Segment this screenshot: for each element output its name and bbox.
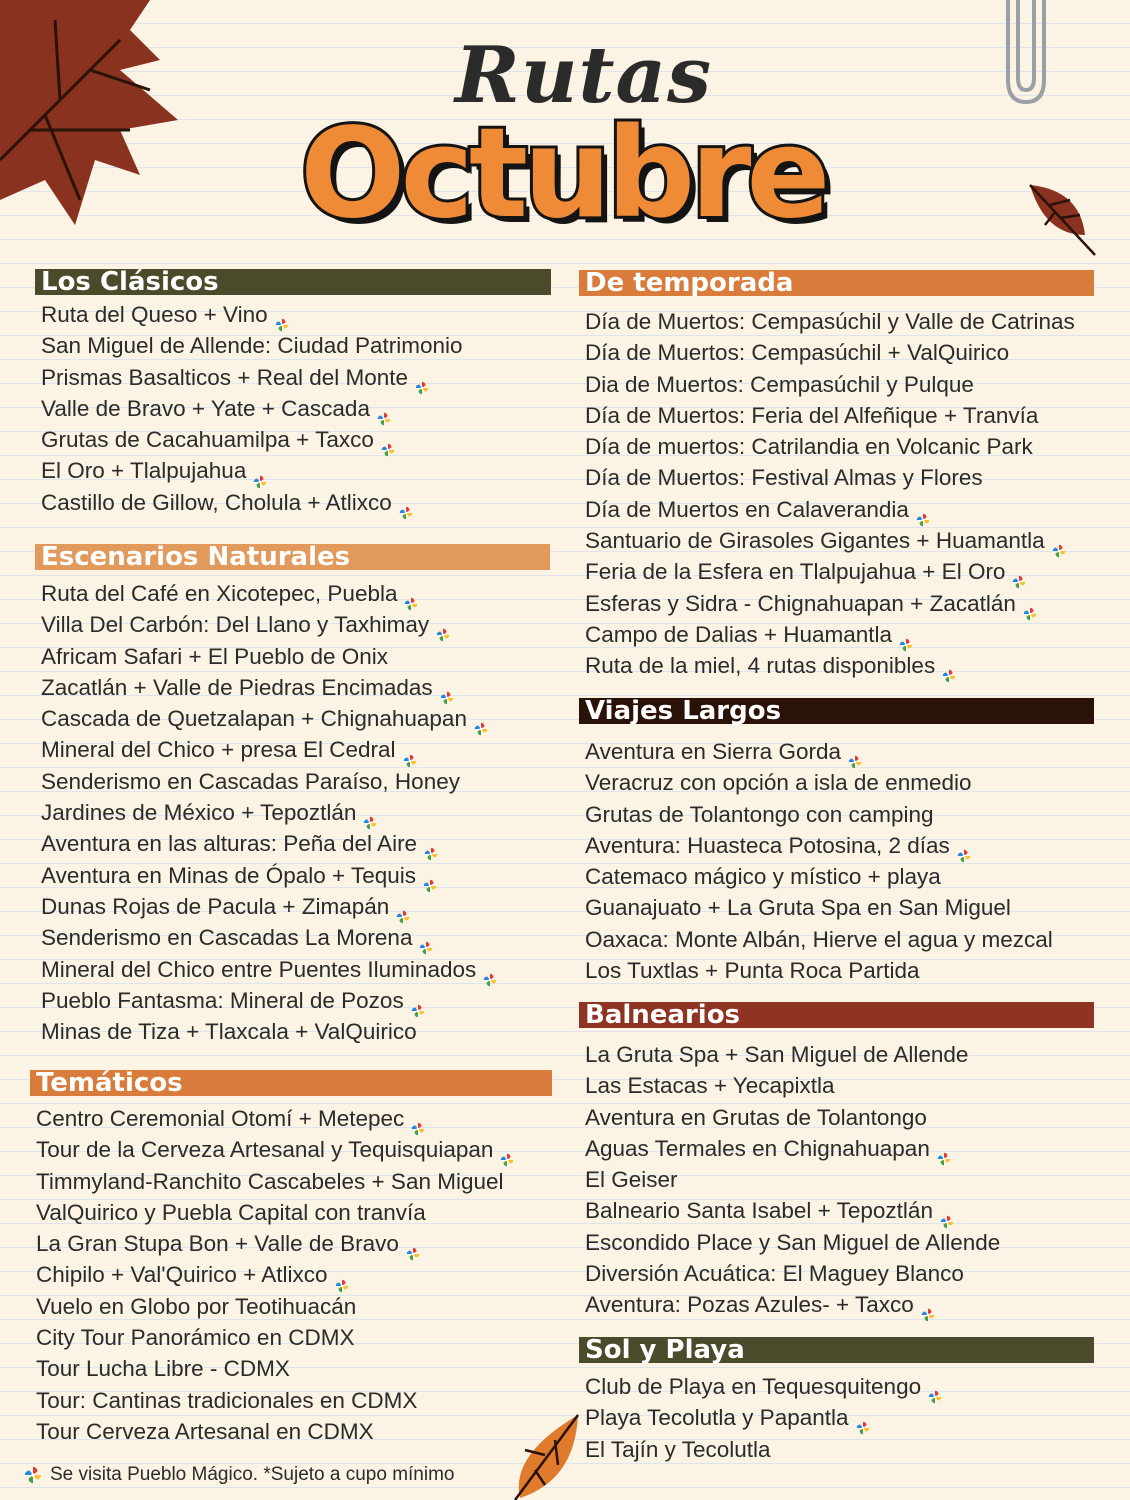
section-clasicos xyxy=(35,269,551,518)
pinwheel-icon xyxy=(381,434,395,448)
route-label: Villa Del Carbón: Del Llano y Taxhimay xyxy=(41,612,430,638)
title xyxy=(290,30,850,246)
section-playa xyxy=(579,1337,1094,1465)
title-main: Octubre xyxy=(300,102,826,246)
route-label: Playa Tecolutla y Papantla xyxy=(585,1405,849,1431)
pinwheel-icon xyxy=(275,309,289,323)
route-item xyxy=(35,860,550,891)
route-item xyxy=(30,1385,552,1416)
route-label: Esferas y Sidra - Chignahuapan + Zacatlán xyxy=(585,590,1016,616)
route-item xyxy=(579,892,1094,923)
route-list xyxy=(35,299,551,518)
legend xyxy=(24,1464,455,1486)
section-heading: Sol y Playa xyxy=(579,1337,1094,1363)
route-label: Tour Lucha Libre - CDMX xyxy=(36,1356,290,1382)
pinwheel-icon xyxy=(474,713,488,727)
paperclip-icon xyxy=(998,0,1054,108)
route-item xyxy=(35,1016,550,1047)
pinwheel-icon xyxy=(848,746,862,760)
route-item xyxy=(579,619,1094,650)
route-item xyxy=(30,1322,552,1353)
route-label: Campo de Dalias + Huamantla xyxy=(585,621,893,647)
route-list xyxy=(579,1371,1094,1465)
route-item xyxy=(35,954,550,985)
pinwheel-icon xyxy=(24,1466,42,1484)
pinwheel-icon xyxy=(424,838,438,852)
route-item xyxy=(579,1227,1094,1258)
pinwheel-icon xyxy=(436,619,450,633)
route-label: Aventura en las alturas: Peña del Aire xyxy=(41,831,418,857)
route-label: Día de Muertos en Calaverandia xyxy=(585,496,909,522)
route-item xyxy=(579,1164,1094,1195)
route-item xyxy=(35,299,551,330)
pinwheel-icon xyxy=(419,932,433,946)
route-label: Balneario Santa Isabel + Tepoztlán xyxy=(585,1198,933,1224)
route-item xyxy=(579,799,1094,830)
route-label: Mineral del Chico + presa El Cedral xyxy=(41,737,396,763)
route-item xyxy=(35,672,550,703)
route-label: Día de Muertos: Cempasúchil + ValQuirico xyxy=(585,340,1010,366)
route-item xyxy=(35,424,551,455)
pinwheel-icon xyxy=(411,995,425,1009)
route-item xyxy=(579,955,1094,986)
route-label: San Miguel de Allende: Ciudad Patrimonio xyxy=(41,333,463,359)
pinwheel-icon xyxy=(937,1143,951,1157)
route-list xyxy=(30,1103,552,1447)
route-label: Senderismo en Cascadas Paraíso, Honey xyxy=(41,768,460,794)
route-label: Grutas de Cacahuamilpa + Taxco xyxy=(41,427,374,453)
route-label: Vuelo en Globo por Teotihuacán xyxy=(36,1293,357,1319)
route-item xyxy=(579,1371,1094,1402)
route-item xyxy=(35,797,550,828)
route-item xyxy=(579,1289,1094,1320)
route-item xyxy=(35,891,550,922)
route-list xyxy=(579,1039,1094,1321)
route-label: Catemaco mágico y místico + playa xyxy=(585,864,941,890)
route-item xyxy=(579,1102,1094,1133)
pinwheel-icon xyxy=(335,1270,349,1284)
pinwheel-icon xyxy=(856,1412,870,1426)
pinwheel-icon xyxy=(1052,535,1066,549)
leaf-icon xyxy=(1025,180,1100,260)
route-item xyxy=(35,703,550,734)
pinwheel-icon xyxy=(253,466,267,480)
route-item xyxy=(579,1434,1094,1465)
route-label: Tour: Cantinas tradicionales en CDMX xyxy=(36,1387,418,1413)
route-item xyxy=(30,1228,552,1259)
route-item xyxy=(30,1134,552,1165)
pinwheel-icon xyxy=(921,1299,935,1313)
route-item xyxy=(30,1259,552,1290)
route-item xyxy=(35,641,550,672)
route-item xyxy=(30,1416,552,1447)
route-item xyxy=(579,556,1094,587)
section-temporada xyxy=(579,270,1094,682)
route-label: Escondido Place y San Miguel de Allende xyxy=(585,1229,1001,1255)
route-item xyxy=(579,431,1094,462)
route-item xyxy=(30,1103,552,1134)
section-heading: Balnearios xyxy=(579,1002,1094,1028)
route-label: Santuario de Girasoles Gigantes + Huamantla xyxy=(585,528,1045,554)
route-item xyxy=(35,578,550,609)
route-item xyxy=(35,330,551,361)
route-label: Aventura en Sierra Gorda xyxy=(585,739,841,764)
route-item xyxy=(579,861,1094,892)
route-item xyxy=(579,1195,1094,1226)
route-item xyxy=(579,462,1094,493)
route-item xyxy=(35,455,551,486)
section-viajes xyxy=(579,698,1094,986)
route-item xyxy=(579,400,1094,431)
route-item xyxy=(579,830,1094,861)
route-list xyxy=(579,306,1094,682)
route-label: Día de Muertos: Cempasúchil y Valle de Catrinas xyxy=(585,309,1075,334)
pinwheel-icon xyxy=(396,901,410,915)
route-list xyxy=(579,736,1094,986)
route-label: Oaxaca: Monte Albán, Hierve el agua y mezcal xyxy=(585,926,1053,952)
pinwheel-icon xyxy=(500,1144,514,1158)
route-item xyxy=(35,734,550,765)
route-label: ValQuirico y Puebla Capital con tranvía xyxy=(36,1199,426,1225)
pinwheel-icon xyxy=(363,807,377,821)
route-label: Aventura en Minas de Ópalo + Tequis xyxy=(41,862,417,888)
pinwheel-icon xyxy=(928,1381,942,1395)
section-heading: Viajes Largos xyxy=(579,698,1094,724)
route-item xyxy=(579,1070,1094,1101)
pinwheel-icon xyxy=(406,1238,420,1252)
route-item xyxy=(579,1402,1094,1433)
route-item xyxy=(35,609,550,640)
route-label: Timmyland-Ranchito Cascabeles + San Miguel xyxy=(36,1168,504,1194)
route-item xyxy=(35,922,550,953)
route-label: La Gran Stupa Bon + Valle de Bravo xyxy=(36,1231,399,1257)
route-label: Aventura en Grutas de Tolantongo xyxy=(585,1104,927,1130)
route-item xyxy=(579,369,1094,400)
section-naturales xyxy=(35,544,550,1047)
route-item xyxy=(579,1039,1094,1070)
pinwheel-icon xyxy=(940,1206,954,1220)
route-label: Día de muertos: Catrilandia en Volcanic Park xyxy=(585,434,1033,460)
pinwheel-icon xyxy=(399,497,413,511)
route-item xyxy=(30,1197,552,1228)
pinwheel-icon xyxy=(483,964,497,978)
route-label: Senderismo en Cascadas La Morena xyxy=(41,925,413,951)
route-label: Cascada de Quetzalapan + Chignahuapan xyxy=(41,706,467,732)
route-item xyxy=(579,1133,1094,1164)
pinwheel-icon xyxy=(377,403,391,417)
pinwheel-icon xyxy=(403,745,417,759)
route-item xyxy=(30,1353,552,1384)
route-label: Diversión Acuática: El Maguey Blanco xyxy=(585,1261,964,1287)
route-label: La Gruta Spa + San Miguel de Allende xyxy=(585,1042,969,1067)
route-item xyxy=(579,650,1094,681)
route-label: Dunas Rojas de Pacula + Zimapán xyxy=(41,893,390,919)
route-item xyxy=(579,525,1094,556)
route-label: City Tour Panorámico en CDMX xyxy=(36,1325,355,1351)
route-list xyxy=(35,578,550,1047)
route-item xyxy=(30,1166,552,1197)
route-item xyxy=(579,494,1094,525)
route-label: Ruta del Café en Xicotepec, Puebla xyxy=(41,581,398,606)
route-label: El Tajín y Tecolutla xyxy=(585,1436,771,1462)
pinwheel-icon xyxy=(957,840,971,854)
pinwheel-icon xyxy=(899,629,913,643)
pinwheel-icon xyxy=(1023,598,1037,612)
route-label: Jardines de México + Tepoztlán xyxy=(41,800,357,826)
route-label: Pueblo Fantasma: Mineral de Pozos xyxy=(41,987,404,1013)
route-label: Ruta del Queso + Vino xyxy=(41,302,268,327)
route-item xyxy=(579,306,1094,337)
route-label: Prismas Basalticos + Real del Monte xyxy=(41,364,409,390)
pinwheel-icon xyxy=(1012,566,1026,580)
route-label: Los Tuxtlas + Punta Roca Partida xyxy=(585,958,920,984)
route-label: El Geiser xyxy=(585,1167,678,1193)
route-label: Chipilo + Val'Quirico + Atlixco xyxy=(36,1262,328,1288)
route-label: Feria de la Esfera en Tlalpujahua + El Oro xyxy=(585,559,1006,585)
route-item xyxy=(35,766,550,797)
section-tematicos xyxy=(30,1070,552,1447)
route-item xyxy=(579,1258,1094,1289)
route-label: Mineral del Chico entre Puentes Iluminados xyxy=(41,956,477,982)
pinwheel-icon xyxy=(942,660,956,674)
route-label: Ruta de la miel, 4 rutas disponibles xyxy=(585,653,936,679)
section-heading: Escenarios Naturales xyxy=(35,544,550,570)
route-label: Tour Cerveza Artesanal en CDMX xyxy=(36,1418,374,1444)
route-label: Guanajuato + La Gruta Spa en San Miguel xyxy=(585,895,1011,921)
route-label: Castillo de Gillow, Cholula + Atlixco xyxy=(41,489,392,515)
section-heading: Los Clásicos xyxy=(35,269,551,295)
route-label: Aventura: Huasteca Potosina, 2 días xyxy=(585,832,950,858)
route-item xyxy=(35,362,551,393)
route-label: Aguas Termales en Chignahuapan xyxy=(585,1135,930,1161)
section-heading: Temáticos xyxy=(30,1070,552,1096)
route-item xyxy=(35,985,550,1016)
pinwheel-icon xyxy=(423,870,437,884)
route-item xyxy=(35,828,550,859)
pinwheel-icon xyxy=(411,1113,425,1127)
section-balnearios xyxy=(579,1002,1094,1321)
route-label: Día de Muertos: Festival Almas y Flores xyxy=(585,465,983,491)
route-item xyxy=(579,767,1094,798)
pinwheel-icon xyxy=(415,372,429,386)
route-label: Valle de Bravo + Yate + Cascada xyxy=(41,395,370,421)
pinwheel-icon xyxy=(916,504,930,518)
route-label: Dia de Muertos: Cempasúchil y Pulque xyxy=(585,371,974,397)
route-item xyxy=(579,924,1094,955)
route-label: Centro Ceremonial Otomí + Metepec xyxy=(36,1106,405,1131)
route-label: Africam Safari + El Pueblo de Onix xyxy=(41,643,389,669)
route-item xyxy=(579,736,1094,767)
route-item xyxy=(35,393,551,424)
route-label: Aventura: Pozas Azules- + Taxco xyxy=(585,1292,914,1318)
pinwheel-icon xyxy=(404,588,418,602)
route-item xyxy=(30,1291,552,1322)
route-item xyxy=(35,487,551,518)
legend-text: Se visita Pueblo Mágico. *Sujeto a cupo mínimo xyxy=(50,1464,455,1485)
route-label: Tour de la Cerveza Artesanal y Tequisquiapan xyxy=(36,1137,494,1163)
route-label: Las Estacas + Yecapixtla xyxy=(585,1073,835,1099)
route-label: Día de Muertos: Feria del Alfeñique + Tranvía xyxy=(585,402,1039,428)
title-top: Rutas xyxy=(455,30,713,121)
route-label: Grutas de Tolantongo con camping xyxy=(585,801,934,827)
route-item xyxy=(579,588,1094,619)
route-label: Veracruz con opción a isla de enmedio xyxy=(585,770,972,796)
pinwheel-icon xyxy=(440,682,454,696)
route-item xyxy=(579,337,1094,368)
route-label: Club de Playa en Tequesquitengo xyxy=(585,1374,922,1399)
maple-leaf-icon xyxy=(0,0,185,235)
route-label: Minas de Tiza + Tlaxcala + ValQuirico xyxy=(41,1019,417,1045)
section-heading: De temporada xyxy=(579,270,1094,296)
route-label: Zacatlán + Valle de Piedras Encimadas xyxy=(41,674,433,700)
route-label: El Oro + Tlalpujahua xyxy=(41,458,247,484)
